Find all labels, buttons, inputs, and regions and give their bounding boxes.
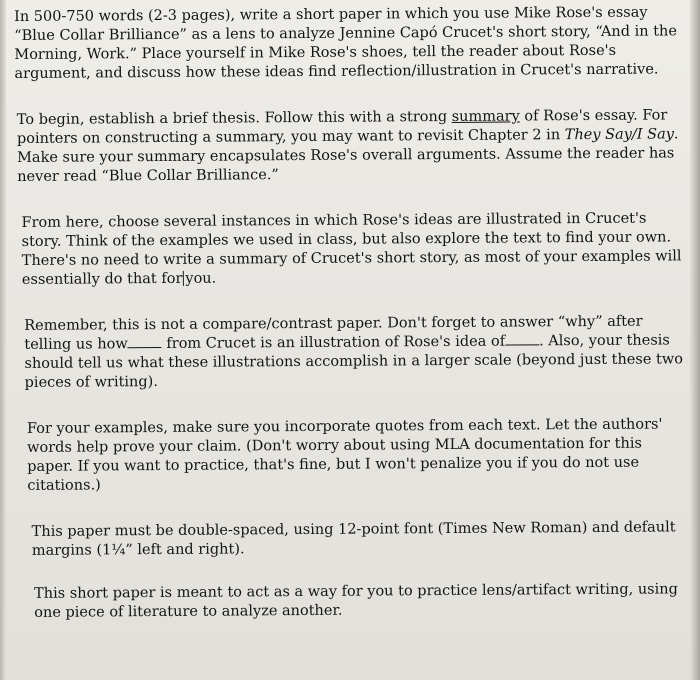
text-span: Remember, this is not a compare/contrast paper. Don't forget to answer “why” after telling us how xyxy=(24,313,643,353)
paragraph-quotes: For your examples, make sure you incorporate quotes from each text. Let the authors' words help prove your claim. (Don't worry about using MLA documentation for this paper. If you want to practice, that's fine, but I won't penalize you if you do not use citations.) xyxy=(26,416,663,494)
paragraph-examples xyxy=(21,209,688,290)
blank-line xyxy=(505,334,539,345)
text-span: from Crucet is an illustration of Rose's idea of xyxy=(161,333,506,352)
paragraph-thesis-summary xyxy=(17,106,688,187)
text-span: . Also, your thesis should tell us what these illustrations accomplish in a larger scale (beyond just these two pieces of writing). xyxy=(24,332,684,391)
paragraph-formatting: This paper must be double-spaced, using 12-point font (Times New Roman) and default margins (1¼” left and right). xyxy=(31,519,676,559)
text-span: you. xyxy=(185,270,217,287)
assignment-text xyxy=(14,3,690,650)
paragraph-purpose: This short paper is meant to act as a way for you to practice lens/artifact writing, using one piece of literature to analyze another. xyxy=(34,581,678,621)
book-title: They Say/I Say xyxy=(564,126,674,144)
text-span: From here, choose several instances in which Rose's ideas are illustrated in Crucet's story. Think of the examples we used in class, but also explore the text to find your own. There's no need to write a summary of Crucet's short story, as most of your examples will essentially do that for xyxy=(21,210,682,288)
page-shadow-left xyxy=(0,0,6,680)
summary-link[interactable]: summary xyxy=(451,108,520,125)
blank-line xyxy=(128,337,162,348)
page-shadow-right xyxy=(690,0,700,680)
text-span: To begin, establish a brief thesis. Follow this with a strong xyxy=(16,108,452,128)
text-span: of Rose's essay. For pointers on constructing a summary, you may want to revisit Chapter 2 in xyxy=(16,107,668,147)
text-span: . Make sure your summary encapsulates Rose's overall arguments. Assume the reader has never read “Blue Collar Brilliance.” xyxy=(16,126,679,185)
paragraph-remember xyxy=(24,312,689,393)
paragraph-prompt: In 500-750 words (2-3 pages), write a short paper in which you use Mike Rose's essay “Blue Collar Brilliance” as a lens to analyze Jennine Capó Crucet's short story, “And in the Morning, Work.” Place yourself in Mike Rose's shoes, tell the reader about Rose's argument, and discuss how these ideas find reflection/illustration in Crucet's narrative. xyxy=(14,4,678,82)
